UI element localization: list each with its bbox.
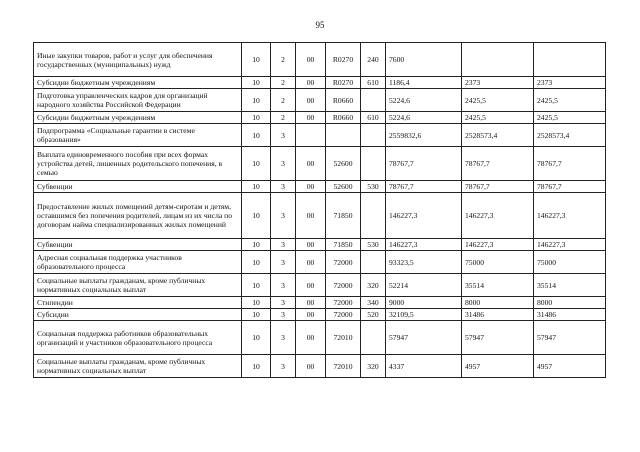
- table-row: [34, 309, 606, 321]
- row-subsection: 2: [271, 77, 296, 89]
- row-amount-year1: 32109,5: [386, 309, 462, 321]
- row-expense-type: 520: [361, 309, 386, 321]
- row-program: 00: [296, 43, 326, 77]
- row-amount-year1: 5224,6: [386, 112, 462, 124]
- row-amount-year1: 78767,7: [386, 181, 462, 193]
- row-amount-year2: 2373: [462, 77, 534, 89]
- row-article: 52600: [326, 147, 361, 181]
- row-amount-year3: 35514: [534, 274, 606, 297]
- table-row: [34, 43, 606, 77]
- row-expense-type: 610: [361, 77, 386, 89]
- row-amount-year2: [462, 43, 534, 77]
- row-name: Субсидии бюджетным учреждениям: [34, 77, 242, 89]
- row-name: Подготовка управленческих кадров для организаций народного хозяйства Российской Федерации: [34, 89, 242, 112]
- row-amount-year1: 7600: [386, 43, 462, 77]
- row-program: 00: [296, 355, 326, 378]
- row-article: 52600: [326, 181, 361, 193]
- row-name: Субсидии: [34, 309, 242, 321]
- row-amount-year1: 78767,7: [386, 147, 462, 181]
- row-amount-year3: 146227,3: [534, 193, 606, 239]
- row-section: 10: [242, 309, 271, 321]
- row-amount-year2: 4957: [462, 355, 534, 378]
- row-amount-year3: [534, 43, 606, 77]
- page-number: 95: [315, 20, 325, 30]
- table-row: [34, 77, 606, 89]
- row-program: 00: [296, 77, 326, 89]
- row-expense-type: [361, 251, 386, 274]
- row-amount-year1: 5224,6: [386, 89, 462, 112]
- row-article: 71850: [326, 193, 361, 239]
- row-name: Выплата единовременного пособия при всех формах устройства детей, лишенных родительского попечения, в семью: [34, 147, 242, 181]
- row-expense-type: 320: [361, 355, 386, 378]
- row-section: 10: [242, 251, 271, 274]
- row-amount-year1: 52214: [386, 274, 462, 297]
- row-program: 00: [296, 297, 326, 309]
- row-name: Иные закупки товаров, работ и услуг для обеспечения государственных (муниципальных) нужд: [34, 43, 242, 77]
- row-section: 10: [242, 77, 271, 89]
- row-amount-year3: 146227,3: [534, 239, 606, 251]
- row-amount-year1: 4337: [386, 355, 462, 378]
- row-section: 10: [242, 124, 271, 147]
- row-section: 10: [242, 112, 271, 124]
- row-amount-year2: 35514: [462, 274, 534, 297]
- row-article: R0270: [326, 43, 361, 77]
- row-amount-year2: 146227,3: [462, 239, 534, 251]
- row-expense-type: 240: [361, 43, 386, 77]
- row-subsection: 3: [271, 309, 296, 321]
- row-subsection: 3: [271, 297, 296, 309]
- row-amount-year2: 75000: [462, 251, 534, 274]
- row-section: 10: [242, 43, 271, 77]
- row-subsection: 3: [271, 124, 296, 147]
- row-section: 10: [242, 239, 271, 251]
- row-amount-year2: 78767,7: [462, 147, 534, 181]
- row-program: 00: [296, 239, 326, 251]
- row-name: Социальные выплаты гражданам, кроме публичных нормативных социальных выплат: [34, 355, 242, 378]
- table-row: [34, 274, 606, 297]
- row-amount-year3: 8000: [534, 297, 606, 309]
- row-article: R0270: [326, 77, 361, 89]
- row-name: Адресная социальная поддержка участников образовательного процесса: [34, 251, 242, 274]
- table-row: [34, 193, 606, 239]
- row-name: Социальные выплаты гражданам, кроме публичных нормативных социальных выплат: [34, 274, 242, 297]
- row-subsection: 2: [271, 89, 296, 112]
- row-section: 10: [242, 147, 271, 181]
- row-name: Социальная поддержка работников образовательных организаций и участников образовательного процесса: [34, 321, 242, 355]
- row-section: 10: [242, 274, 271, 297]
- row-program: 00: [296, 89, 326, 112]
- row-amount-year3: 2425,5: [534, 112, 606, 124]
- row-name: Предоставление жилых помещений детям-сиротам и детям, оставшимся без попечения родителей, лицам из их числа по договорам найма специализированных жилых помещений: [34, 193, 242, 239]
- row-amount-year1: 146227,3: [386, 239, 462, 251]
- row-article: 72000: [326, 251, 361, 274]
- row-article: R0660: [326, 112, 361, 124]
- row-expense-type: 320: [361, 274, 386, 297]
- table-row: [34, 181, 606, 193]
- row-section: 10: [242, 181, 271, 193]
- row-subsection: 3: [271, 251, 296, 274]
- row-amount-year3: 75000: [534, 251, 606, 274]
- row-subsection: 3: [271, 181, 296, 193]
- row-amount-year3: 2425,5: [534, 89, 606, 112]
- row-program: 00: [296, 193, 326, 239]
- row-section: 10: [242, 297, 271, 309]
- row-amount-year2: 2425,5: [462, 112, 534, 124]
- row-section: 10: [242, 193, 271, 239]
- row-amount-year2: 8000: [462, 297, 534, 309]
- row-expense-type: 340: [361, 297, 386, 309]
- row-subsection: 3: [271, 147, 296, 181]
- row-article: 72000: [326, 297, 361, 309]
- row-amount-year1: 57947: [386, 321, 462, 355]
- row-article: [326, 124, 361, 147]
- row-name: Субсидии бюджетным учреждениям: [34, 112, 242, 124]
- row-expense-type: 610: [361, 112, 386, 124]
- row-article: 71850: [326, 239, 361, 251]
- row-amount-year2: 146227,3: [462, 193, 534, 239]
- row-amount-year1: 9000: [386, 297, 462, 309]
- row-program: 00: [296, 147, 326, 181]
- row-article: R0660: [326, 89, 361, 112]
- row-expense-type: [361, 193, 386, 239]
- row-amount-year3: 31486: [534, 309, 606, 321]
- row-expense-type: 530: [361, 239, 386, 251]
- row-subsection: 3: [271, 193, 296, 239]
- row-amount-year1: 93323,5: [386, 251, 462, 274]
- row-program: 00: [296, 251, 326, 274]
- budget-table: [33, 42, 606, 378]
- table-row: [34, 297, 606, 309]
- table-row: [34, 251, 606, 274]
- row-article: 72010: [326, 355, 361, 378]
- table-row: [34, 124, 606, 147]
- row-amount-year3: 78767,7: [534, 147, 606, 181]
- row-amount-year2: 78767,7: [462, 181, 534, 193]
- row-program: 00: [296, 181, 326, 193]
- row-section: 10: [242, 355, 271, 378]
- table-row: [34, 355, 606, 378]
- row-program: [296, 124, 326, 147]
- row-expense-type: 530: [361, 181, 386, 193]
- row-article: 72010: [326, 321, 361, 355]
- row-program: 00: [296, 112, 326, 124]
- row-amount-year1: 2559832,6: [386, 124, 462, 147]
- table-row: [34, 89, 606, 112]
- row-name: Стипендии: [34, 297, 242, 309]
- row-amount-year1: 146227,3: [386, 193, 462, 239]
- row-name: Подпрограмма «Социальные гарантии в системе образования»: [34, 124, 242, 147]
- row-amount-year3: 2528573,4: [534, 124, 606, 147]
- table-row: [34, 147, 606, 181]
- row-amount-year2: 31486: [462, 309, 534, 321]
- row-amount-year2: 2528573,4: [462, 124, 534, 147]
- row-amount-year1: 1186,4: [386, 77, 462, 89]
- row-amount-year3: 2373: [534, 77, 606, 89]
- row-expense-type: [361, 147, 386, 181]
- row-subsection: 2: [271, 43, 296, 77]
- row-subsection: 3: [271, 321, 296, 355]
- row-subsection: 3: [271, 274, 296, 297]
- table-row: [34, 321, 606, 355]
- table-row: [34, 239, 606, 251]
- row-amount-year3: 57947: [534, 321, 606, 355]
- table-row: [34, 112, 606, 124]
- row-program: 00: [296, 274, 326, 297]
- row-subsection: 2: [271, 112, 296, 124]
- table-body: [34, 43, 606, 378]
- row-amount-year3: 78767,7: [534, 181, 606, 193]
- row-section: 10: [242, 321, 271, 355]
- row-program: 00: [296, 321, 326, 355]
- row-section: 10: [242, 89, 271, 112]
- row-amount-year3: 4957: [534, 355, 606, 378]
- row-expense-type: [361, 124, 386, 147]
- row-program: 00: [296, 309, 326, 321]
- row-article: 72000: [326, 274, 361, 297]
- row-subsection: 3: [271, 355, 296, 378]
- row-name: Субвенции: [34, 239, 242, 251]
- row-amount-year2: 2425,5: [462, 89, 534, 112]
- row-article: 72000: [326, 309, 361, 321]
- row-name: Субвенции: [34, 181, 242, 193]
- row-expense-type: [361, 89, 386, 112]
- row-amount-year2: 57947: [462, 321, 534, 355]
- row-subsection: 3: [271, 239, 296, 251]
- row-expense-type: [361, 321, 386, 355]
